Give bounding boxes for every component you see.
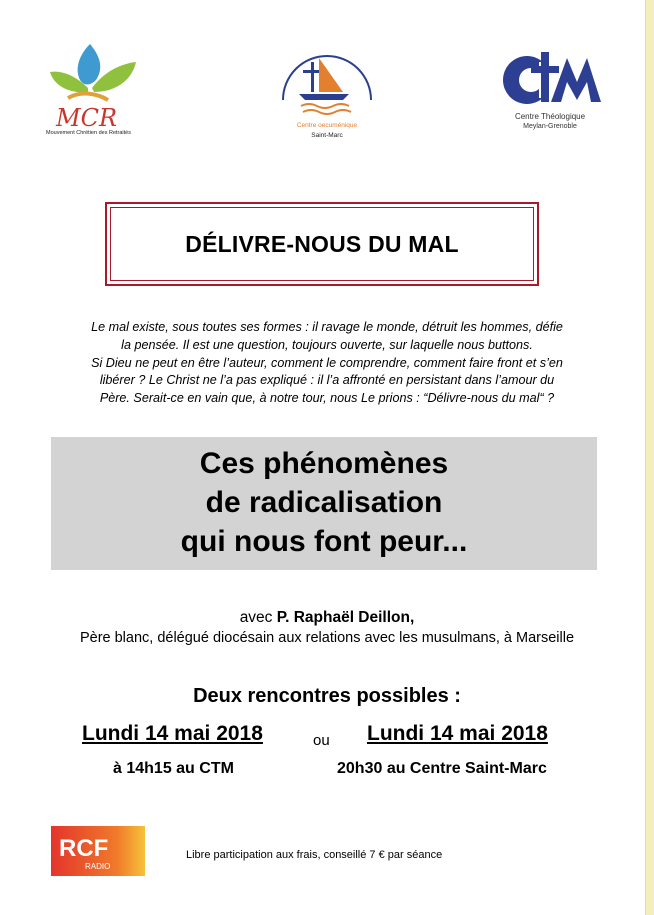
footer-note: Libre participation aux frais, conseillé 7 € par séance bbox=[186, 849, 443, 861]
intro-paragraph bbox=[48, 319, 606, 408]
intro-line: la pensée. Il est une question, toujours ouverte, sur laquelle nous buttons. bbox=[121, 337, 533, 352]
sessions-separator: ou bbox=[313, 732, 330, 749]
speaker-block bbox=[30, 608, 624, 648]
ctm-caption-line1: Centre Théologique bbox=[514, 112, 586, 121]
page-edge-strip bbox=[645, 0, 654, 915]
centre-saint-marc-logo bbox=[273, 44, 381, 144]
rcf-text: RCF bbox=[59, 835, 109, 862]
rcf-radio-text: RADIO bbox=[85, 862, 111, 871]
intro-line: Père. Serait-ce en vain que, à notre tour, nous Le prions : “Délivre-nous du mal“ ? bbox=[99, 391, 555, 406]
ctm-caption-line2: Meylan-Grenoble bbox=[523, 123, 577, 130]
mcr-logo-text: MCR bbox=[56, 104, 118, 130]
speaker-name: P. Raphaël Deillon, bbox=[276, 609, 415, 626]
title-frame bbox=[105, 202, 539, 286]
session-right-place: 20h30 au Centre Saint-Marc bbox=[337, 760, 547, 777]
ctm-logo bbox=[495, 48, 605, 138]
boat-cross-logo-icon bbox=[273, 44, 381, 122]
mcr-logo bbox=[46, 40, 144, 140]
page-title: DÉLIVRE-NOUS DU MAL bbox=[110, 207, 534, 281]
headline-box bbox=[51, 437, 597, 570]
rcf-radio-logo-icon bbox=[51, 826, 145, 876]
csm-caption-line2: Saint-Marc bbox=[311, 132, 343, 139]
ctm-cross-logo-icon bbox=[495, 48, 605, 110]
speaker-description: Père blanc, délégué diocésain aux relations avec les musulmans, à Marseille bbox=[79, 630, 575, 646]
headline-line-3: qui nous font peur... bbox=[180, 525, 468, 558]
mcr-flower-logo-icon bbox=[46, 40, 144, 130]
speaker-prefix: avec bbox=[239, 609, 277, 626]
headline-line-2: de radicalisation bbox=[205, 486, 443, 519]
intro-line: Si Dieu ne peut en être l’auteur, comment le comprendre, comment faire front et s’en bbox=[91, 355, 563, 370]
headline-line-1: Ces phénomènes bbox=[199, 447, 449, 480]
session-left-date: Lundi 14 mai 2018 bbox=[82, 722, 263, 745]
intro-line: Le mal existe, sous toutes ses formes : il ravage le monde, détruit les hommes, défie bbox=[91, 320, 563, 334]
rcf-logo bbox=[51, 826, 145, 876]
mcr-caption: Mouvement Chrétien des Retraités bbox=[46, 130, 131, 136]
intro-line: libérer ? Le Christ ne l’a pas expliqué : il l’a affronté en persistant dans l’amour du bbox=[99, 373, 555, 388]
session-left-place: à 14h15 au CTM bbox=[113, 760, 234, 777]
session-right-date: Lundi 14 mai 2018 bbox=[367, 722, 548, 745]
csm-caption-line1: Centre oecuménique bbox=[296, 122, 358, 129]
sessions-heading: Deux rencontres possibles : bbox=[193, 685, 461, 707]
